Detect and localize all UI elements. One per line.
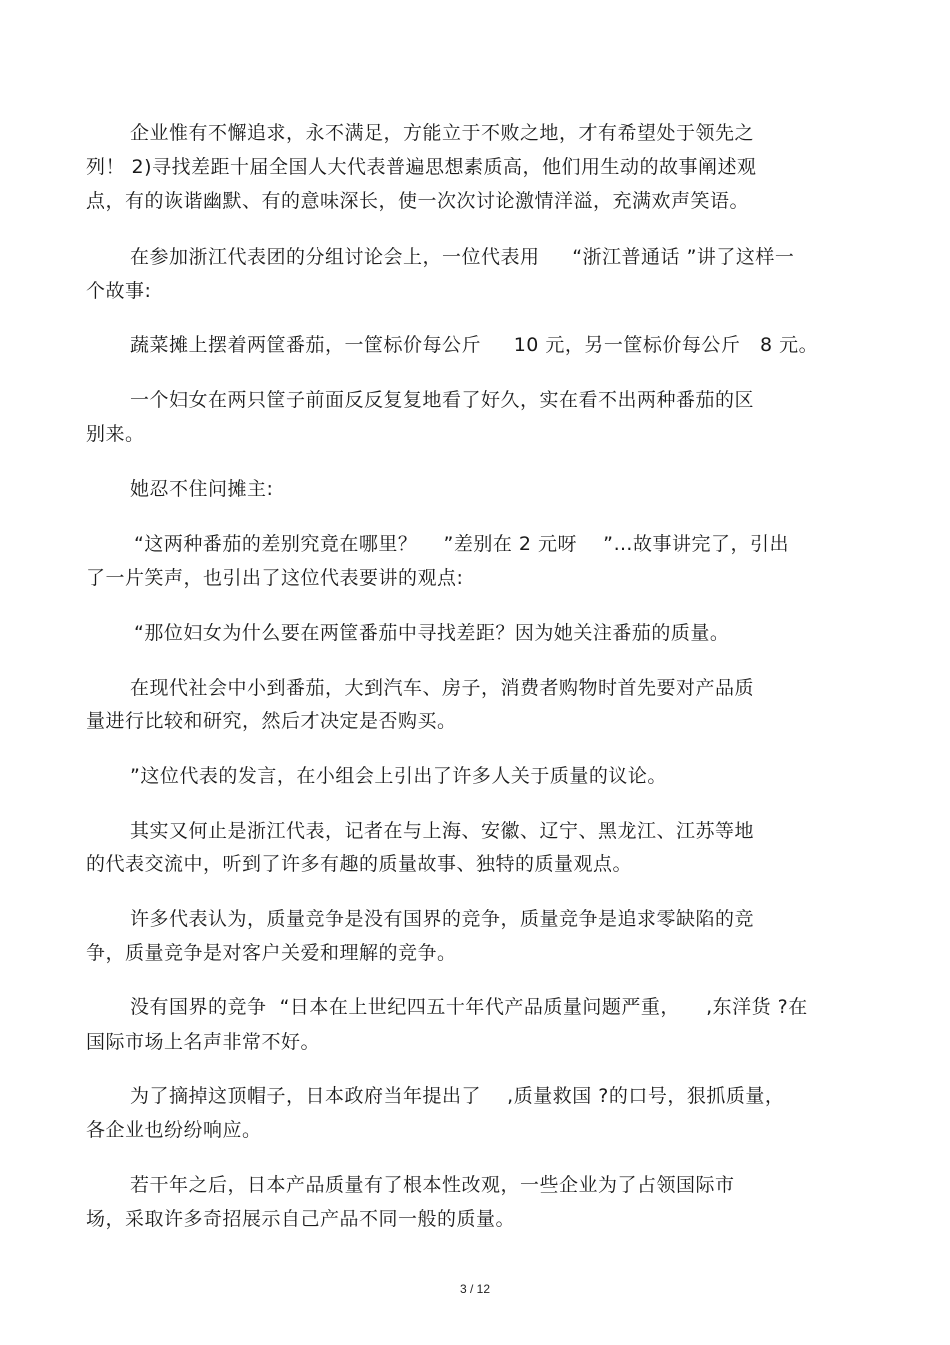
text-line: 别来。 — [86, 423, 145, 445]
text-line: 许多代表认为，质量竞争是没有国界的竞争，质量竞争是追求零缺陷的竞 — [130, 908, 755, 930]
text-line: “那位妇女为什么要在两筐番茄中寻找差距？因为她关注番茄的质量。 — [134, 622, 730, 644]
text-line: 国际市场上名声非常不好。 — [86, 1031, 321, 1053]
text-line: ”这位代表的发言，在小组会上引出了许多人关于质量的议论。 — [130, 765, 667, 787]
text-line: 在参加浙江代表团的分组讨论会上，一位代表用 “浙江普通话 ”讲了这样一 — [130, 246, 795, 268]
page-number: 3 / 12 — [459, 1282, 491, 1296]
text-line: 在现代社会中小到番茄，大到汽车、房子，消费者购物时首先要对产品质 — [130, 677, 755, 699]
text-line: “这两种番茄的差别究竟在哪里？ ”差别在 2 元呀 ”…故事讲完了，引出 — [134, 533, 790, 555]
text-line: 为了摘掉这顶帽子，日本政府当年提出了 ,质量救国 ?的口号，狠抓质量， — [130, 1085, 785, 1107]
text-line: 量进行比较和研究，然后才决定是否购买。 — [86, 710, 457, 732]
text-line: 场，采取许多奇招展示自己产品不同一般的质量。 — [86, 1208, 516, 1230]
text-line: 一个妇女在两只筐子前面反反复复地看了好久，实在看不出两种番茄的区 — [130, 389, 755, 411]
text-line: 其实又何止是浙江代表，记者在与上海、安徽、辽宁、黑龙江、江苏等地 — [130, 820, 755, 842]
text-line: 蔬菜摊上摆着两筐番茄，一筐标价每公斤 10 元，另一筐标价每公斤 8 元。 — [130, 334, 819, 356]
text-line: 争，质量竞争是对客户关爱和理解的竞争。 — [86, 942, 457, 964]
text-line: 了一片笑声，也引出了这位代表要讲的观点: — [86, 567, 464, 589]
text-line: 若干年之后，日本产品质量有了根本性改观，一些企业为了占领国际市 — [130, 1174, 735, 1196]
text-line: 的代表交流中，听到了许多有趣的质量故事、独特的质量观点。 — [86, 853, 633, 875]
text-line: 没有国界的竞争 “日本在上世纪四五十年代产品质量问题严重， ,东洋货 ?在 — [130, 996, 808, 1018]
text-line: 个故事: — [86, 280, 152, 302]
text-line: 各企业也纷纷响应。 — [86, 1119, 262, 1141]
text-line: 列！ 2)寻找差距十届全国人大代表普遍思想素质高，他们用生动的故事阐述观 — [86, 156, 757, 178]
text-line: 点，有的诙谐幽默、有的意味深长，使一次次讨论激情洋溢，充满欢声笑语。 — [86, 190, 750, 212]
text-line: 企业惟有不懈追求，永不满足，方能立于不败之地，才有希望处于领先之 — [130, 122, 755, 144]
text-line: 她忍不住问摊主: — [130, 478, 274, 500]
